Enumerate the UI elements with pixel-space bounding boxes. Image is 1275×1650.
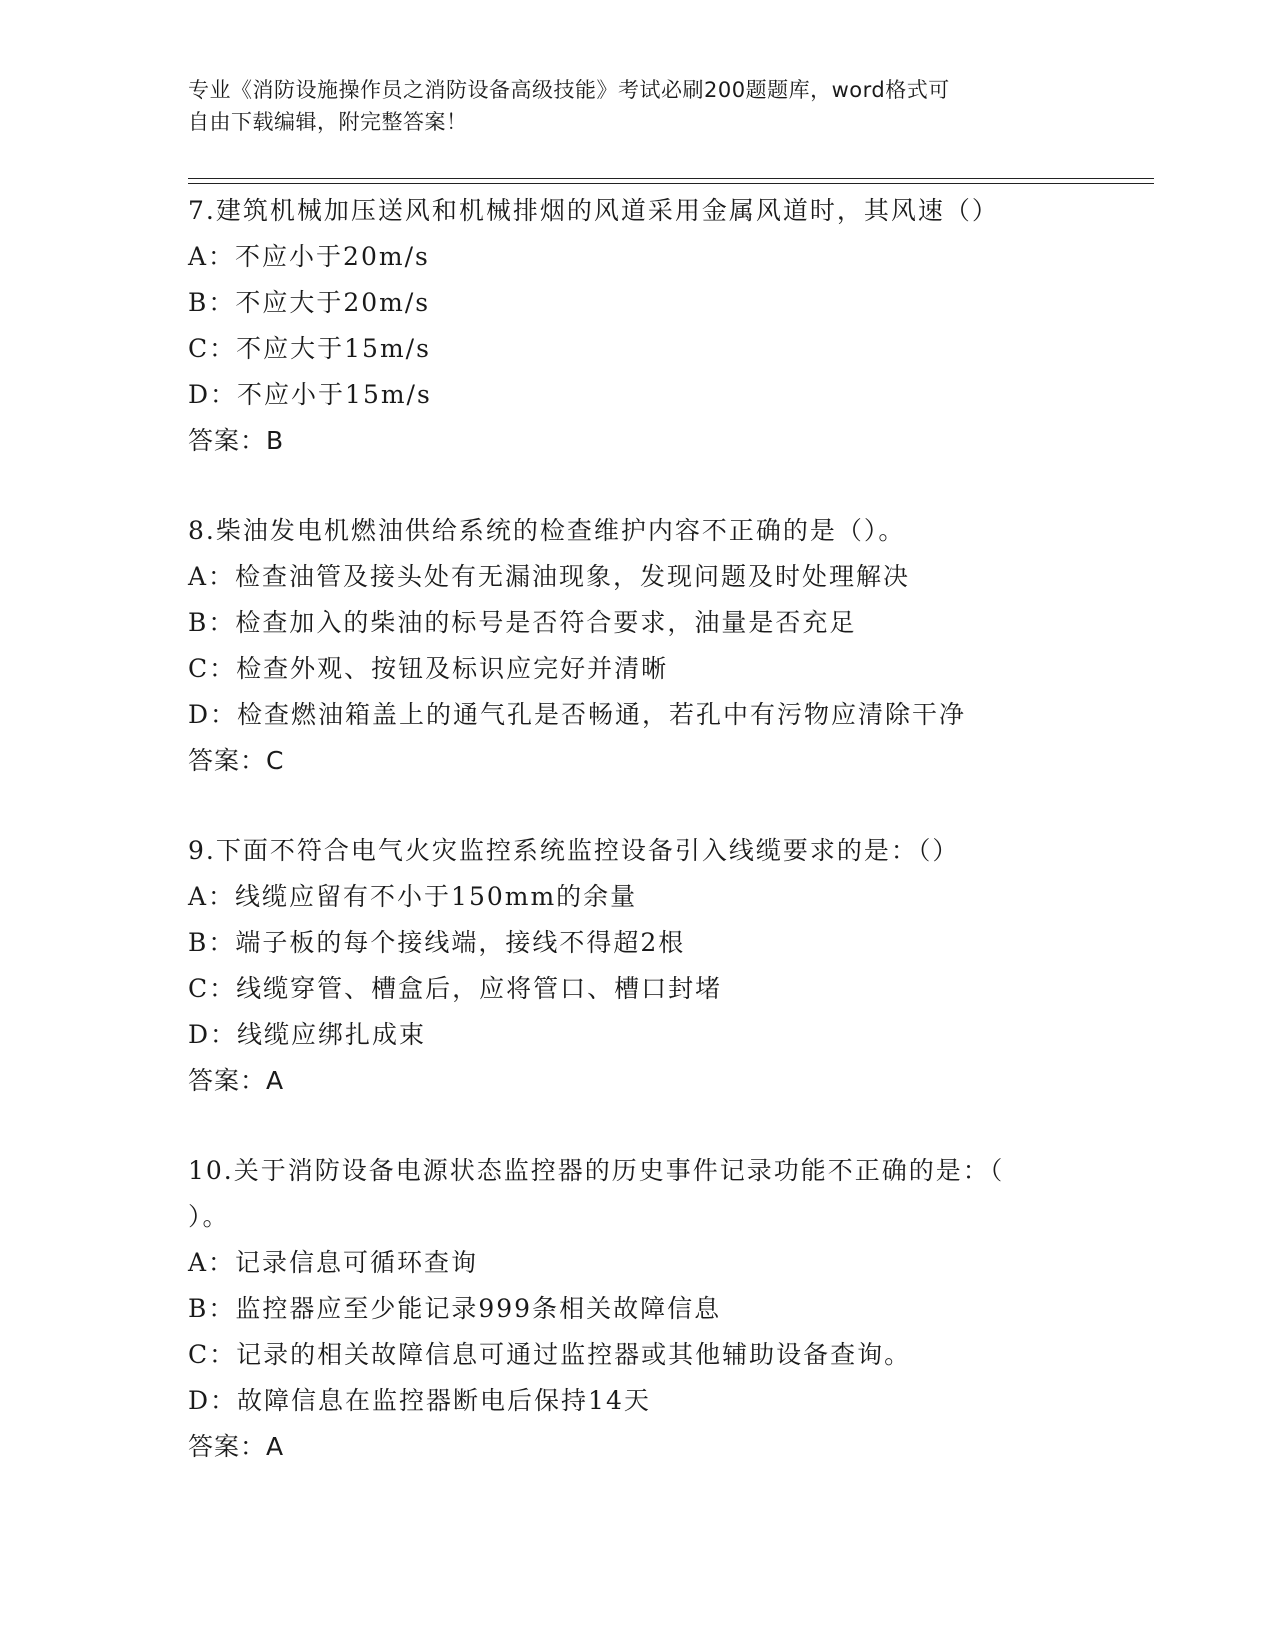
option-b: B：检查加入的柴油的标号是否符合要求，油量是否充足: [188, 608, 857, 637]
header-divider-bottom: [188, 183, 1154, 184]
option-c: C：线缆穿管、槽盒后，应将管口、槽口封堵: [188, 974, 723, 1003]
document-header: [188, 74, 1088, 138]
answer: 答案：A: [188, 1066, 285, 1095]
option-d: D：线缆应绑扎成束: [188, 1020, 427, 1049]
option-d: D：检查燃油箱盖上的通气孔是否畅通，若孔中有污物应清除干净: [188, 700, 967, 729]
question-stem: 7.建筑机械加压送风和机械排烟的风道采用金属风道时，其风速（）: [188, 196, 999, 225]
header-line-2: 自由下载编辑，附完整答案！: [188, 110, 468, 134]
question-stem-continued: ）。: [188, 1202, 230, 1231]
option-a: A：线缆应留有不小于150mm的余量: [188, 882, 638, 911]
question-8: [188, 508, 1088, 784]
option-a: A：检查油管及接头处有无漏油现象，发现问题及时处理解决: [188, 562, 911, 591]
question-stem: 9.下面不符合电气火灾监控系统监控设备引入线缆要求的是：（）: [188, 836, 960, 865]
option-d: D：不应小于15m/s: [188, 380, 432, 409]
header-line-1: 专业《消防设施操作员之消防设备高级技能》考试必刷200题题库，word格式可: [188, 78, 950, 102]
option-c: C：检查外观、按钮及标识应完好并清晰: [188, 654, 669, 683]
option-b: B：不应大于20m/s: [188, 288, 431, 317]
question-stem: 8.柴油发电机燃油供给系统的检查维护内容不正确的是（）。: [188, 516, 906, 545]
header-divider-top: [188, 178, 1154, 179]
question-9: [188, 828, 1088, 1104]
option-c: C：记录的相关故障信息可通过监控器或其他辅助设备查询。: [188, 1340, 912, 1369]
answer: 答案：B: [188, 426, 285, 455]
option-b: B：监控器应至少能记录999条相关故障信息: [188, 1294, 722, 1323]
question-7: [188, 188, 1088, 464]
question-stem: 10.关于消防设备电源状态监控器的历史事件记录功能不正确的是：（: [188, 1156, 1005, 1185]
option-a: A：记录信息可循环查询: [188, 1248, 479, 1277]
option-b: B：端子板的每个接线端，接线不得超2根: [188, 928, 686, 957]
answer: 答案：A: [188, 1432, 285, 1461]
question-10: [188, 1148, 1088, 1470]
option-c: C：不应大于15m/s: [188, 334, 431, 363]
answer: 答案：C: [188, 746, 285, 775]
option-d: D：故障信息在监控器断电后保持14天: [188, 1386, 651, 1415]
option-a: A：不应小于20m/s: [188, 242, 430, 271]
